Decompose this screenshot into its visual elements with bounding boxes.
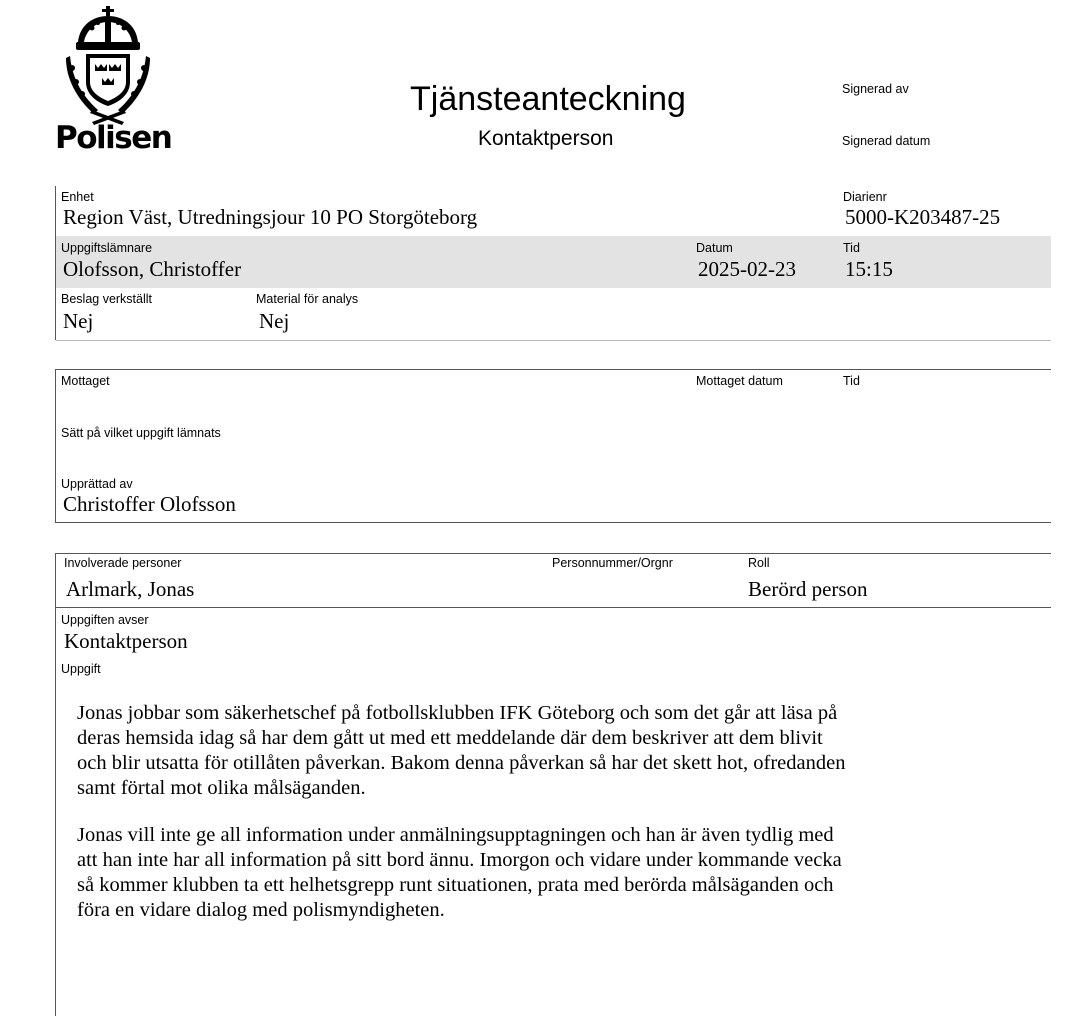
material-label: Material för analys — [256, 292, 359, 306]
informant-label: Uppgiftslämnare — [61, 241, 153, 255]
unit-value: Region Väst, Utredningsjour 10 PO Storgöteborg — [63, 205, 478, 229]
person-role-value: Berörd person — [748, 577, 868, 601]
signed-date-label: Signerad datum — [842, 134, 931, 148]
time-value: 15:15 — [845, 257, 893, 281]
task-line: så kommer klubben ta ett helhetsgrepp runt situationen, prata med berörda målsäganden och — [77, 874, 834, 896]
material-value: Nej — [259, 309, 290, 333]
date-label: Datum — [696, 241, 733, 255]
diary-number-label: Diarienr — [843, 190, 887, 204]
task-line: och blir utsatta för otillåten påverkan. Bakom denna påverkan så har det skett hot, ofredanden — [77, 752, 846, 774]
task-line: samt förtal mot olika målsäganden. — [77, 777, 366, 799]
signed-by-label: Signerad av — [842, 82, 909, 96]
seizure-value: Nej — [63, 309, 94, 333]
diary-number-value: 5000-K203487-25 — [845, 205, 1001, 229]
seizure-label: Beslag verkställt — [61, 292, 153, 306]
logo-text: Polisen — [55, 120, 172, 156]
role-label: Roll — [748, 556, 770, 570]
received-date-label: Mottaget datum — [696, 374, 783, 388]
received-time-label: Tid — [843, 374, 860, 388]
task-line: deras hemsida idag så har dem gått ut med ett meddelande där dem beskriver att dem blivit — [77, 727, 823, 749]
informant-value: Olofsson, Christoffer — [63, 257, 242, 281]
method-label: Sätt på vilket uppgift lämnats — [61, 426, 221, 440]
date-value: 2025-02-23 — [698, 257, 796, 281]
time-label: Tid — [843, 241, 860, 255]
prepared-by-label: Upprättad av — [61, 477, 133, 491]
received-label: Mottaget — [61, 374, 110, 388]
subject-label: Uppgiften avser — [61, 613, 149, 627]
task-label: Uppgift — [61, 662, 101, 676]
task-paragraph-1 — [77, 701, 845, 801]
person-id-label: Personnummer/Orgnr — [552, 556, 673, 570]
persons-label: Involverade personer — [64, 556, 182, 570]
task-paragraph-2 — [77, 823, 842, 923]
task-line: föra en vidare dialog med polismyndigheten. — [77, 899, 445, 921]
subject-value: Kontaktperson — [64, 629, 188, 653]
document-subtitle: Kontaktperson — [478, 127, 614, 150]
person-name-value: Arlmark, Jonas — [66, 577, 195, 601]
police-crest-icon — [62, 6, 154, 126]
unit-label: Enhet — [61, 190, 94, 204]
task-line: Jonas vill inte ge all information under anmälningsupptagningen och han är även tydlig med — [77, 824, 834, 846]
task-line: Jonas jobbar som säkerhetschef på fotbollsklubben IFK Göteborg och som det går att läsa på — [77, 702, 838, 724]
document-title: Tjänsteanteckning — [410, 80, 686, 118]
task-line: att han inte har all information på sitt bord ännu. Imorgon och vidare under kommande vecka — [77, 849, 842, 871]
prepared-by-value: Christoffer Olofsson — [63, 492, 236, 516]
